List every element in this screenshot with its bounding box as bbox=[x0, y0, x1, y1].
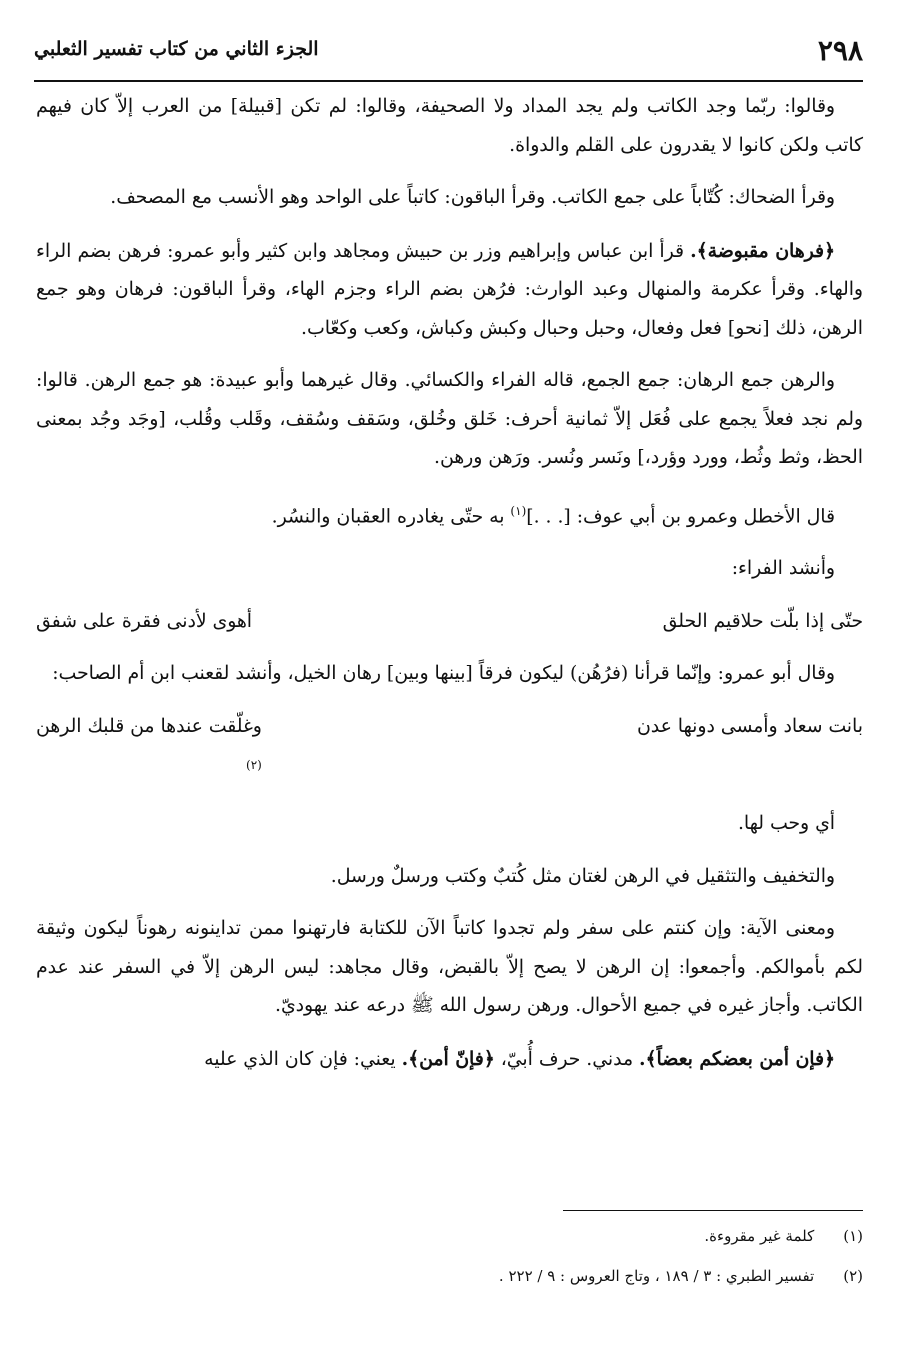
paragraph: وقال أبو عمرو: وإنّما قرأنا (فرُهُن) ليكون فرقاً [بينها وبين] رهان الخيل، وأنشد لقعنب ابن أم الصاحب: bbox=[52, 663, 835, 685]
verse-text: وغلّقت عندها من قلبك الرهن bbox=[36, 715, 262, 737]
paragraph: والرهن جمع الرهان: جمع الجمع، قاله الفراء والكسائي. وقال غيرهما وأبو عبيدة: هو جمع الرهن. قالوا: ولم نجد فعلاً يجمع على فُعَل إلاّ ثمانية أحرف: خَلق وخُلق، وسَقف وسُقف، وقَلب وقُلب، [وجَد وجُد بمعنى الحظ، وثط وثُط، وورد وؤرد،] ونَسر ونُسر. ورَهن ورهن. bbox=[36, 370, 863, 468]
running-title: الجزء الثاني من كتاب تفسير الثعلبي bbox=[34, 38, 319, 60]
verse-hemistich: حتّى إذا بلّت حلاقيم الحلق bbox=[662, 610, 863, 632]
footnote-ref: (٢) bbox=[246, 758, 262, 773]
footnotes bbox=[36, 1210, 863, 1303]
quranic-phrase: ﴿فرهان مقبوضة﴾. bbox=[690, 239, 835, 262]
paragraph: أي وحب لها. bbox=[737, 813, 835, 835]
paragraph-text: مدني. حرف أُبيّ، bbox=[500, 1048, 634, 1070]
paragraph: ومعنى الآية: وإن كنتم على سفر ولم تجدوا كاتباً الآن للكتابة فارتهنوا ممن تداينونه رهوناً ليكون وثيقة لكم بأموالكم. وأجمعوا: إن الرهن لا يصح إلاّ بالقبض، وقال مجاهد: ليس الرهن إلاّ في السفر عند عدم الكاتب. وأجاز غيره في جميع الأحوال. ورهن رسول الله ﷺ درعه عند يهوديّ. bbox=[36, 918, 863, 1017]
footnote-number: (٢) bbox=[843, 1267, 863, 1285]
paragraph bbox=[36, 232, 863, 349]
paragraph-text: به حتّى يغادره العقبان والنسُر. bbox=[271, 505, 505, 527]
page-number: ٢٩٨ bbox=[817, 34, 863, 67]
verse-hemistich bbox=[36, 708, 262, 791]
footnote bbox=[36, 1263, 863, 1289]
paragraph-text: قال الأخطل وعمرو بن أبي عوف: [. . .] bbox=[526, 505, 835, 527]
quranic-phrase: ﴿فإنّ أمن﴾. bbox=[401, 1047, 495, 1070]
paragraph: والتخفيف والتثقيل في الرهن لغتان مثل كُتبٌ وكتب ورسلٌ ورسل. bbox=[330, 865, 835, 887]
footnote-number: (١) bbox=[843, 1227, 863, 1245]
paragraph bbox=[36, 1040, 863, 1080]
paragraph: وقرأ الضحاك: كُتّاباً على جمع الكاتب. وقرأ الباقون: كاتباً على الواحد وهو الأنسب مع المصحف. bbox=[110, 187, 835, 208]
footnote-text: تفسير الطبري : ٣ / ١٨٩ ، وتاج العروس : ٩ / ٢٢٢ . bbox=[498, 1267, 815, 1285]
paragraph: وأنشد الفراء: bbox=[731, 558, 835, 580]
paragraph-text: قرأ ابن عباس وإبراهيم وزر بن حبيش ومجاهد وابن كثير وأبو عمرو: فرهن بضم الراء والهاء. وقرأ عكرمة والمنهال وعبد الوارث: فرُهن بضم الراء وجزم الهاء، وقرأ الباقون: فرهان وهو جمع الرهن، ذلك [نحو] فعل وفعال، وحبل وحبال وكبش وكباش، وكعب وكعّاب. bbox=[36, 240, 863, 339]
page-body bbox=[36, 88, 863, 1093]
quranic-phrase: ﴿فإن أمن بعضكم بعضاً﴾. bbox=[639, 1047, 835, 1070]
paragraph bbox=[36, 492, 863, 537]
verse-hemistich: بانت سعاد وأمسى دونها عدن bbox=[636, 715, 863, 737]
paragraph-text: يعني: فإن كان الذي عليه bbox=[204, 1048, 396, 1070]
footnote-text: كلمة غير مقروءة. bbox=[704, 1227, 815, 1245]
page-header bbox=[34, 28, 863, 82]
footnote-ref: (١) bbox=[510, 503, 527, 518]
footnote-rule bbox=[563, 1210, 863, 1211]
footnote bbox=[36, 1223, 863, 1249]
poem-verse bbox=[36, 603, 863, 642]
paragraph: وقالوا: ربّما وجد الكاتب ولم يجد المداد ولا الصحيفة، وقالوا: لم تكن [قبيلة] من العرب إلاّ كان فيهم كاتب ولكن كانوا لا يقدرون على القلم والدواة. bbox=[36, 96, 863, 156]
poem-verse bbox=[36, 708, 863, 791]
header-rule bbox=[34, 80, 863, 82]
verse-hemistich: أهوى لأدنى فقرة على شفق bbox=[36, 610, 253, 632]
